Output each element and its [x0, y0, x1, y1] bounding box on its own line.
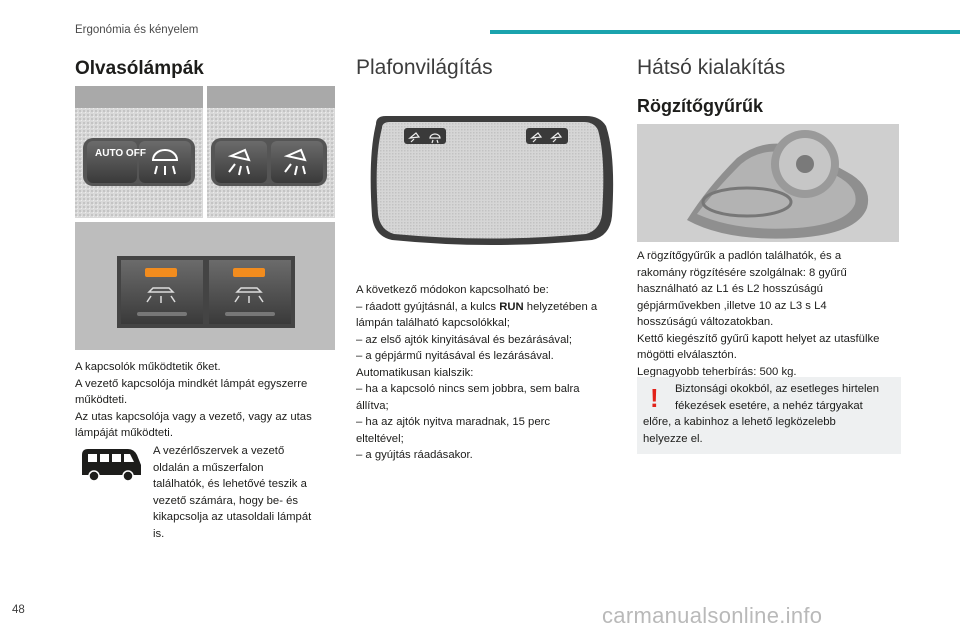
running-header: Ergonómia és kényelem — [75, 24, 199, 36]
text-line: állítva; — [356, 399, 389, 412]
text-line: lámpáját működteti. — [75, 427, 173, 439]
exclamation-icon: ! — [650, 383, 659, 413]
text-line: lámpán található kapcsolókkal; — [356, 317, 510, 329]
subsection-title-anchor-rings: Rögzítőgyűrűk — [637, 96, 763, 116]
note-line: találhatók, és lehetővé teszik a — [153, 478, 307, 490]
anchor-ring-illustration — [637, 124, 899, 242]
note-line: oldalán a műszerfalon — [153, 461, 264, 474]
section-title-rear-layout: Hátsó kialakítás — [637, 56, 786, 79]
section-title-reading-lamps: Olvasólámpák — [75, 58, 204, 79]
text-line: Kettő kiegészítő gyűrű kapott helyet az utasfülke — [637, 332, 880, 345]
ceiling-light-image — [356, 108, 618, 256]
page-number: 48 — [12, 604, 25, 616]
text-line: használható az L1 és L2 hosszúságú — [637, 283, 823, 295]
ceiling-light-text — [356, 282, 597, 464]
section-title-ceiling-light: Plafonvilágítás — [356, 56, 493, 79]
note-line: kikapcsolja az utasoldali lámpát — [153, 511, 312, 523]
anchor-rings-text — [637, 248, 879, 380]
header-accent-bar — [490, 30, 960, 34]
ceiling-light-illustration — [356, 108, 618, 256]
note-line: A vezérlőszervek a vezető — [153, 445, 285, 457]
text-line: Legnagyobb teherbírás: 500 kg. — [637, 365, 797, 378]
text-line: rakomány rögzítésére szolgálnak: 8 gyűrű — [637, 266, 847, 279]
text-line: A következő módokon kapcsolható be: — [356, 284, 549, 296]
text-line: mögötti elválasztón. — [637, 349, 737, 361]
text-line: A vezető kapcsolója mindkét lámpát egyszerre — [75, 377, 308, 390]
text-line: Automatikusan kialszik: — [356, 366, 474, 379]
text-line: A kapcsolók működtetik őket. — [75, 361, 221, 373]
warning-line: fékezések esetére, a nehéz tárgyakat — [675, 399, 863, 412]
text-line: – a gépjármű nyitásával és lezárásával. — [356, 350, 554, 362]
text-line: működteti. — [75, 394, 128, 406]
reading-lamps-text — [75, 359, 312, 442]
text-line: Az utas kapcsolója vagy a vezető, vagy az utas — [75, 410, 312, 423]
text-line: elteltével; — [356, 432, 404, 445]
anchor-ring-image — [637, 124, 899, 242]
text-line: – ha az ajtók nyitva maradnak, 15 perc — [356, 416, 551, 428]
warning-text — [643, 381, 879, 447]
text-line: gépjárművekben ,illetve 10 az L3 s L4 — [637, 299, 827, 312]
text-fragment: helyzetében a — [523, 300, 598, 313]
text-line: A rögzítőgyűrűk a padlón találhatók, és a — [637, 250, 842, 262]
van-icon — [80, 447, 142, 488]
text-line: – az első ajtók kinyitásával és bezárásával; — [356, 333, 573, 346]
warning-line: Biztonsági okokból, az esetleges hirtelen — [675, 383, 880, 395]
reading-lamps-illustration — [75, 86, 335, 350]
warning-line: helyezze el. — [643, 432, 703, 445]
text-fragment: – ráadott gyújtásnál, a kulcs — [356, 300, 500, 313]
warning-line: előre, a kabinhoz a lehető legközelebb — [643, 416, 836, 428]
run-keyword: RUN — [499, 300, 524, 313]
text-line-run — [356, 299, 597, 316]
note-line: vezető számára, hogy be- és — [153, 494, 299, 507]
text-line: – a gyújtás ráadásakor. — [356, 449, 473, 461]
note-line: is. — [153, 527, 165, 540]
text-line: – ha a kapcsoló nincs sem jobbra, sem balra — [356, 383, 580, 395]
reading-lamps-image — [75, 86, 335, 350]
auto-label: AUTO OFF — [95, 148, 146, 159]
watermark: carmanualsonline.info — [602, 603, 823, 628]
text-line: hosszúságú változatokban. — [637, 316, 774, 328]
reading-lamps-note — [153, 443, 311, 542]
